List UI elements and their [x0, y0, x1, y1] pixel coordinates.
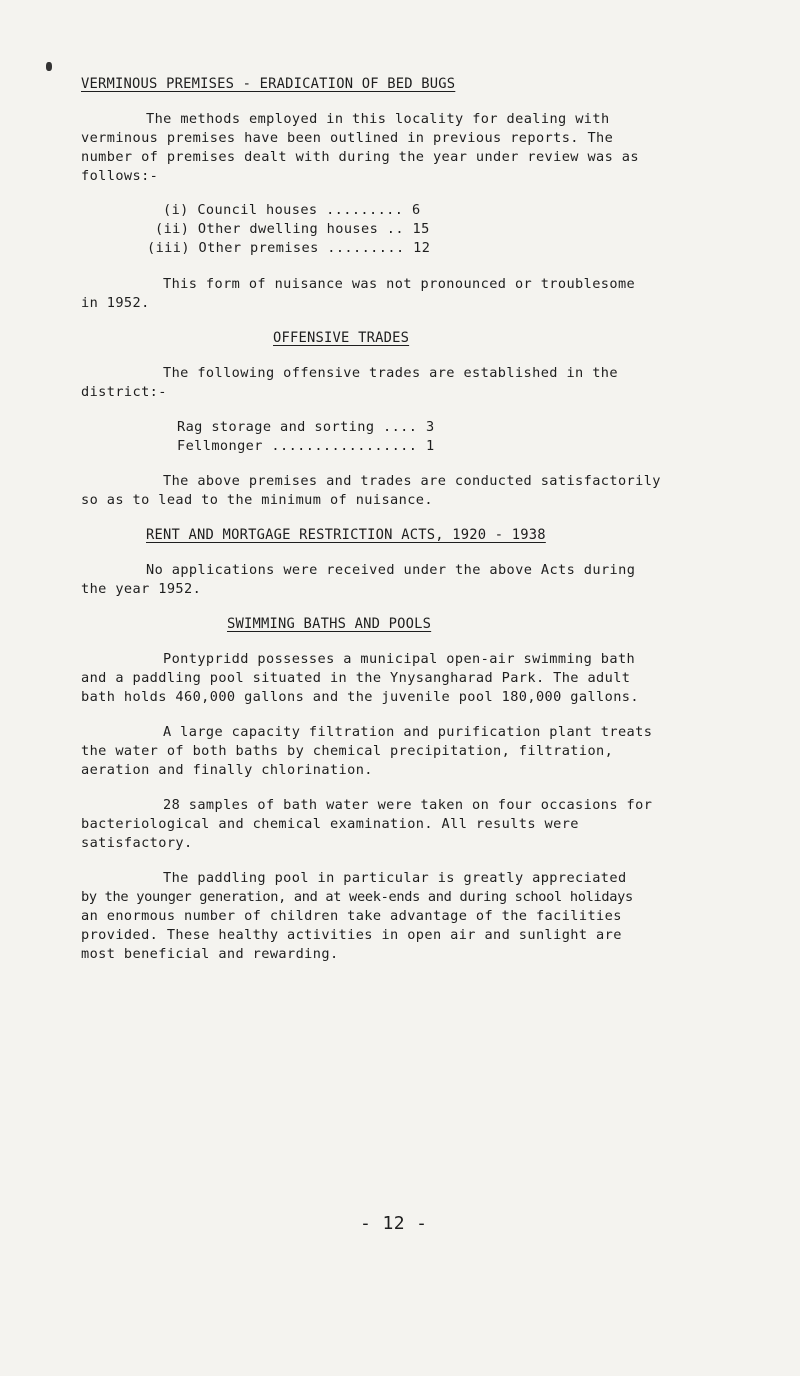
paragraph-line: district:-: [81, 384, 167, 400]
list-item: Rag storage and sorting .... 3: [177, 419, 435, 435]
page-number: - 12 -: [360, 1213, 428, 1234]
paragraph-line: bacteriological and chemical examination. All results were: [81, 816, 579, 832]
paragraph-line: aeration and finally chlorination.: [81, 762, 373, 778]
paragraph-line: This form of nuisance was not pronounced or troublesome: [163, 276, 636, 292]
list-item: Fellmonger ................. 1: [177, 438, 435, 454]
paragraph-line: the year 1952.: [81, 581, 202, 597]
list-item: (ii) Other dwelling houses .. 15: [155, 221, 430, 237]
paragraph-line: Pontypridd possesses a municipal open-air swimming bath: [163, 651, 636, 667]
paragraph-line: most beneficial and rewarding.: [81, 946, 339, 962]
paragraph-line: by the younger generation, and at week-ends and during school holidays: [81, 889, 633, 905]
list-item: (iii) Other premises ......... 12: [147, 240, 431, 256]
paragraph-line: 28 samples of bath water were taken on four occasions for: [163, 797, 653, 813]
section-heading-verminous-premises: VERMINOUS PREMISES - ERADICATION OF BED BUGS: [81, 76, 456, 92]
section-heading-offensive-trades: OFFENSIVE TRADES: [273, 330, 410, 346]
paragraph-line: number of premises dealt with during the year under review was as: [81, 149, 639, 165]
paragraph-line: The methods employed in this locality for dealing with: [146, 111, 610, 127]
paragraph-line: follows:-: [81, 168, 159, 184]
paragraph-line: bath holds 460,000 gallons and the juvenile pool 180,000 gallons.: [81, 689, 639, 705]
list-item: (i) Council houses ......... 6: [163, 202, 421, 218]
ink-smudge: [46, 62, 52, 71]
paragraph-line: The above premises and trades are conducted satisfactorily: [163, 473, 661, 489]
paragraph-line: an enormous number of children take advantage of the facilities: [81, 908, 622, 924]
paragraph-line: No applications were received under the above Acts during: [146, 562, 636, 578]
paragraph-line: provided. These healthy activities in open air and sunlight are: [81, 927, 622, 943]
section-heading-swimming-baths: SWIMMING BATHS AND POOLS: [227, 616, 432, 632]
paragraph-line: satisfactory.: [81, 835, 193, 851]
paragraph-line: the water of both baths by chemical precipitation, filtration,: [81, 743, 614, 759]
paragraph-line: in 1952.: [81, 295, 150, 311]
paragraph-line: verminous premises have been outlined in previous reports. The: [81, 130, 614, 146]
paragraph-line: The paddling pool in particular is greatly appreciated: [163, 870, 627, 886]
paragraph-line: A large capacity filtration and purification plant treats: [163, 724, 653, 740]
paragraph-line: and a paddling pool situated in the Ynysangharad Park. The adult: [81, 670, 631, 686]
paragraph-line: so as to lead to the minimum of nuisance.: [81, 492, 433, 508]
section-heading-rent-mortgage: RENT AND MORTGAGE RESTRICTION ACTS, 1920 - 1938: [146, 527, 546, 543]
paragraph-line: The following offensive trades are established in the: [163, 365, 618, 381]
